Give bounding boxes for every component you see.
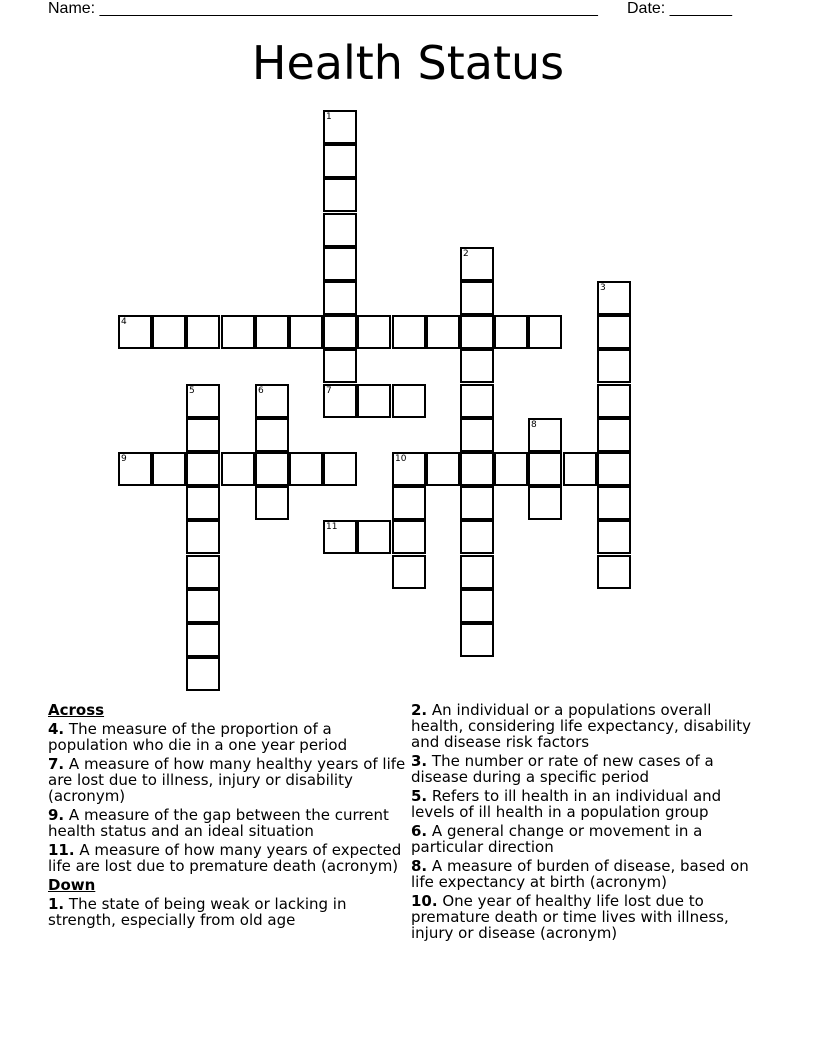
clue-text: A measure of the gap between the current health status and an ideal situation [48, 806, 389, 840]
grid-cell[interactable] [597, 520, 631, 554]
clue-number-label: 11. [48, 841, 75, 859]
grid-cell[interactable] [221, 315, 255, 349]
grid-cell[interactable] [186, 555, 220, 589]
across-clue-list [48, 721, 408, 874]
clue-number: 7 [326, 386, 332, 396]
grid-cell[interactable] [323, 247, 357, 281]
grid-cell[interactable] [186, 418, 220, 452]
clue-number-label: 9. [48, 806, 65, 824]
grid-cell[interactable] [255, 384, 289, 418]
grid-cell[interactable] [597, 281, 631, 315]
date-field-label: Date: _______ [627, 0, 732, 17]
grid-cell[interactable] [255, 418, 289, 452]
grid-cell[interactable] [597, 418, 631, 452]
grid-cell[interactable] [392, 520, 426, 554]
grid-cell[interactable] [186, 589, 220, 623]
grid-cell[interactable] [460, 247, 494, 281]
grid-cell[interactable] [186, 486, 220, 520]
clue-text: The state of being weak or lacking in strength, especially from old age [48, 895, 347, 929]
clues-right-column [411, 702, 761, 944]
grid-cell[interactable] [460, 281, 494, 315]
clue-item [411, 823, 761, 855]
grid-cell[interactable] [323, 315, 357, 349]
grid-cell[interactable] [357, 315, 391, 349]
clue-text: One year of healthy life lost due to premature death or time lives with illness, injury or disease (acronym) [411, 892, 729, 942]
down-clue-list [48, 896, 408, 928]
clue-number: 9 [121, 454, 127, 464]
grid-cell[interactable] [460, 384, 494, 418]
grid-cell[interactable] [426, 315, 460, 349]
grid-cell[interactable] [186, 657, 220, 691]
clue-number: 10 [395, 454, 407, 464]
grid-cell[interactable] [221, 452, 255, 486]
clue-number-label: 10. [411, 892, 438, 910]
clue-number: 6 [258, 386, 264, 396]
grid-cell[interactable] [426, 452, 460, 486]
grid-cell[interactable] [460, 520, 494, 554]
grid-cell[interactable] [255, 452, 289, 486]
clue-text: A measure of how many healthy years of life are lost due to illness, injury or disability (acronym) [48, 755, 406, 805]
clues-left-column [48, 702, 408, 931]
clue-item [411, 858, 761, 890]
grid-cell[interactable] [392, 486, 426, 520]
clue-item [48, 756, 408, 804]
clue-number-label: 8. [411, 857, 428, 875]
grid-cell[interactable] [152, 452, 186, 486]
clue-number: 2 [463, 249, 469, 259]
clue-text: The number or rate of new cases of a disease during a specific period [411, 752, 714, 786]
clue-item [411, 893, 761, 941]
grid-cell[interactable] [255, 486, 289, 520]
clue-number-label: 3. [411, 752, 428, 770]
clue-number: 1 [326, 112, 332, 122]
grid-cell[interactable] [289, 315, 323, 349]
grid-cell[interactable] [152, 315, 186, 349]
clue-text: A measure of burden of disease, based on life expectancy at birth (acronym) [411, 857, 749, 891]
grid-cell[interactable] [323, 144, 357, 178]
clue-number-label: 2. [411, 701, 428, 719]
clue-number: 8 [531, 420, 537, 430]
grid-cell[interactable] [563, 452, 597, 486]
grid-cell[interactable] [460, 623, 494, 657]
clue-number-label: 4. [48, 720, 65, 738]
grid-cell[interactable] [460, 589, 494, 623]
grid-cell[interactable] [186, 384, 220, 418]
grid-cell[interactable] [597, 315, 631, 349]
grid-cell[interactable] [323, 213, 357, 247]
name-field-label: Name: ________________________________________________________ [48, 0, 598, 17]
down-heading: Down [48, 876, 96, 894]
clue-text: A measure of how many years of expected life are lost due to premature death (acronym) [48, 841, 402, 875]
clue-number-label: 7. [48, 755, 65, 773]
grid-cell[interactable] [357, 384, 391, 418]
grid-cell[interactable] [460, 349, 494, 383]
clue-item [48, 896, 408, 928]
down-clue-list-continued [411, 702, 761, 941]
grid-cell[interactable] [460, 418, 494, 452]
grid-cell[interactable] [392, 555, 426, 589]
clue-number: 11 [326, 522, 338, 532]
grid-cell[interactable] [528, 486, 562, 520]
grid-cell[interactable] [494, 452, 528, 486]
clue-item [48, 721, 408, 753]
clue-number: 4 [121, 317, 127, 327]
clue-number-label: 1. [48, 895, 65, 913]
grid-cell[interactable] [597, 452, 631, 486]
grid-cell[interactable] [597, 384, 631, 418]
grid-cell[interactable] [186, 452, 220, 486]
grid-cell[interactable] [323, 452, 357, 486]
grid-cell[interactable] [118, 315, 152, 349]
clue-item [411, 788, 761, 820]
clue-text: The measure of the proportion of a population who die in a one year period [48, 720, 348, 754]
clue-item [411, 702, 761, 750]
across-heading: Across [48, 701, 105, 719]
grid-cell[interactable] [255, 315, 289, 349]
grid-cell[interactable] [186, 623, 220, 657]
grid-cell[interactable] [528, 315, 562, 349]
grid-cell[interactable] [118, 452, 152, 486]
grid-cell[interactable] [323, 384, 357, 418]
clue-number: 5 [189, 386, 195, 396]
grid-cell[interactable] [528, 452, 562, 486]
grid-cell[interactable] [597, 555, 631, 589]
grid-cell[interactable] [597, 349, 631, 383]
grid-cell[interactable] [392, 384, 426, 418]
grid-cell[interactable] [494, 315, 528, 349]
grid-cell[interactable] [186, 520, 220, 554]
grid-cell[interactable] [186, 315, 220, 349]
clue-text: A general change or movement in a particular direction [411, 822, 703, 856]
clue-number-label: 6. [411, 822, 428, 840]
clue-item [48, 842, 408, 874]
clue-number: 3 [600, 283, 606, 293]
grid-cell[interactable] [392, 315, 426, 349]
clue-text: Refers to ill health in an individual and levels of ill health in a population group [411, 787, 722, 821]
grid-cell[interactable] [460, 452, 494, 486]
grid-cell[interactable] [323, 349, 357, 383]
clue-number-label: 5. [411, 787, 428, 805]
grid-cell[interactable] [460, 486, 494, 520]
grid-cell[interactable] [323, 178, 357, 212]
grid-cell[interactable] [323, 520, 357, 554]
clue-text: An individual or a populations overall health, considering life expectancy, disability and disease risk factors [411, 701, 751, 751]
grid-cell[interactable] [392, 452, 426, 486]
page-title: Health Status [251, 36, 565, 90]
grid-cell[interactable] [597, 486, 631, 520]
grid-cell[interactable] [323, 110, 357, 144]
grid-cell[interactable] [289, 452, 323, 486]
grid-cell[interactable] [460, 315, 494, 349]
clue-item [411, 753, 761, 785]
grid-cell[interactable] [357, 520, 391, 554]
clue-item [48, 807, 408, 839]
grid-cell[interactable] [460, 555, 494, 589]
grid-cell[interactable] [528, 418, 562, 452]
grid-cell[interactable] [323, 281, 357, 315]
